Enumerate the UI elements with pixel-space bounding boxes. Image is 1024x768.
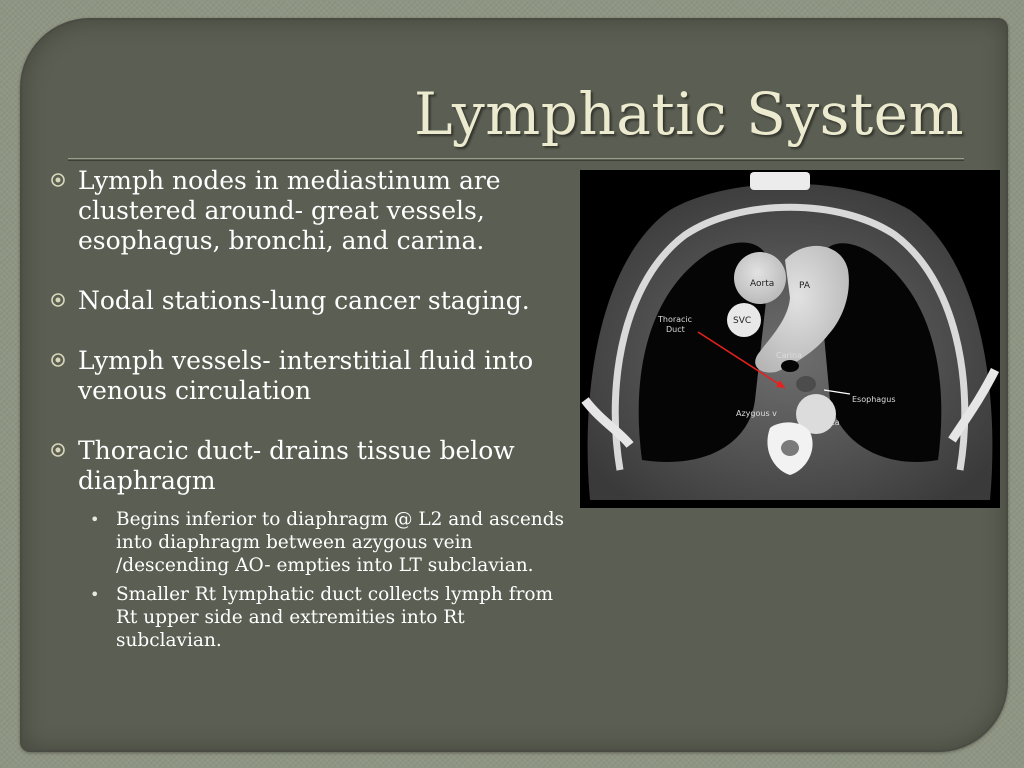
- bullet-text: Nodal stations-lung cancer staging.: [78, 286, 530, 315]
- sub-bullet-text: Smaller Rt lymphatic duct collects lymph from Rt upper side and extremities into Rt subclavian.: [116, 584, 554, 651]
- label-aorta-descending: Aorta: [818, 418, 840, 427]
- sub-bullet-dot-icon: •: [90, 585, 100, 604]
- bullet-text: Lymph nodes in mediastinum are clustered around- great vessels, esophagus, bronchi, and carina.: [78, 166, 501, 255]
- label-thoracic-duct-line2: Duct: [666, 325, 685, 334]
- title-divider: [68, 158, 964, 159]
- bullet-item: [48, 436, 568, 652]
- circled-dot-icon: [50, 172, 66, 188]
- label-svc: SVC: [733, 316, 752, 326]
- bullet-item: [48, 286, 568, 316]
- title-divider-shadow: [68, 160, 964, 161]
- sub-bullet-item: [78, 508, 568, 577]
- label-thoracic-duct-line1: Thoracic: [658, 315, 693, 324]
- sub-bullet-text: Begins inferior to diaphragm @ L2 and ascends into diaphragm between azygous vein /descending AO- empties into LT subclavian.: [116, 509, 565, 576]
- bullet-item: [48, 346, 568, 406]
- bullet-text: Lymph vessels- interstitial fluid into venous circulation: [78, 346, 534, 405]
- label-pa: PA: [799, 281, 811, 291]
- label-carina: Carina: [776, 351, 802, 360]
- label-aorta-ascending: Aorta: [750, 279, 775, 289]
- label-esophagus: Esophagus: [852, 395, 896, 404]
- ct-scan-graphic: [580, 170, 1000, 508]
- circled-dot-icon: [50, 442, 66, 458]
- label-azygous: Azygous v: [736, 409, 777, 418]
- sub-bullet-list: [78, 508, 568, 652]
- slide-content: [48, 166, 568, 658]
- circled-dot-icon: [50, 292, 66, 308]
- slide-title: Lymphatic System: [414, 80, 964, 148]
- circled-dot-icon: [50, 352, 66, 368]
- bullet-item: [48, 166, 568, 256]
- sub-bullet-dot-icon: •: [90, 510, 100, 529]
- sub-bullet-item: [78, 583, 568, 652]
- bullet-text: Thoracic duct- drains tissue below diaphragm: [78, 436, 515, 495]
- ct-chest-image: [580, 170, 1000, 508]
